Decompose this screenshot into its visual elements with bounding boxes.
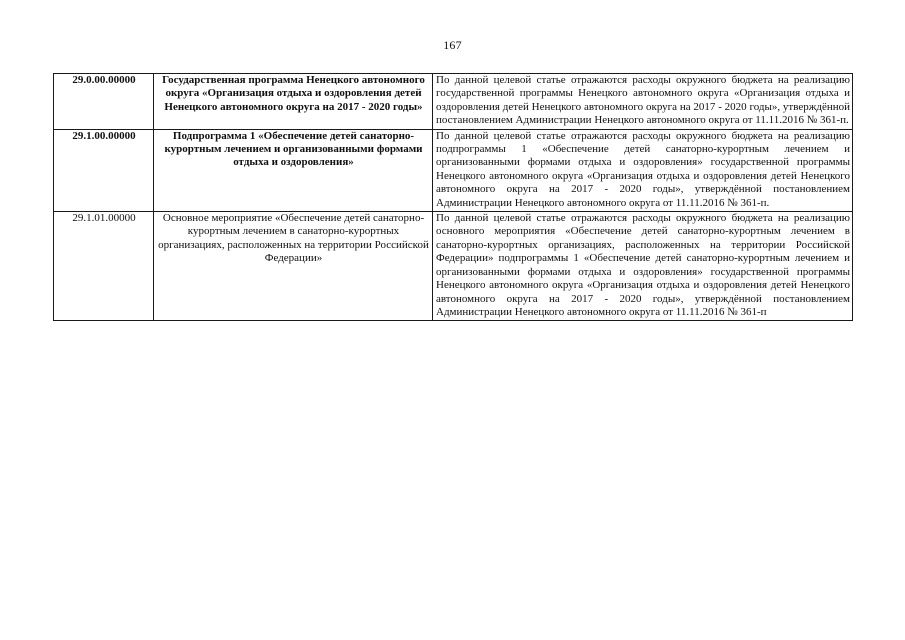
page-number: 167 <box>443 38 462 52</box>
target-article-description: По данной целевой статье отражаются расходы окружного бюджета на реализацию государственной программы Ненецкого автономного округа «Организация отдыха и оздоровления детей Ненецкого автономного округа на 2017 - 2020 годы», утверждённой постановлением Администрации Ненецкого автономного округа от 11.11.2016 № 361-п. <box>433 74 853 130</box>
table-row <box>54 74 853 130</box>
target-article-name: Государственная программа Ненецкого автономного округа «Организация отдыха и оздоровления детей Ненецкого автономного округа на 2017 - 2020 годы» <box>154 74 433 130</box>
target-article-code: 29.1.01.00000 <box>54 212 154 321</box>
table-row <box>54 212 853 321</box>
target-article-description: По данной целевой статье отражаются расходы окружного бюджета на реализацию подпрограммы 1 «Обеспечение детей санаторно-курортным лечением и организованными формами отдыха и оздоровления» государственной программы Ненецкого автономного округа «Организация отдыха и оздоровления детей Ненецкого автономного округа на 2017 - 2020 годы», утверждённой постановлением Администрации Ненецкого автономного округа от 11.11.2016 № 361-п. <box>433 129 853 211</box>
budget-classification-table <box>53 73 853 321</box>
table-row <box>54 129 853 211</box>
target-article-name: Основное мероприятие «Обеспечение детей санаторно-курортным лечением в санаторно-курортных организациях, расположенных на территории Российской Федерации» <box>154 212 433 321</box>
target-article-code: 29.1.00.00000 <box>54 129 154 211</box>
target-article-code: 29.0.00.00000 <box>54 74 154 130</box>
target-article-description: По данной целевой статье отражаются расходы окружного бюджета на реализацию основного мероприятия «Обеспечение детей санаторно-курортным лечением в санаторно-курортных организациях, расположенных на территории Российской Федерации» подпрограммы 1 «Обеспечение детей санаторно-курортным лечением и организованными формами отдыха и оздоровления» государственной программы Ненецкого автономного округа «Организация отдыха и оздоровления детей Ненецкого автономного округа на 2017 - 2020 годы», утверждённой постановлением Администрации Ненецкого автономного округа от 11.11.2016 № 361-п <box>433 212 853 321</box>
target-article-name: Подпрограмма 1 «Обеспечение детей санаторно-курортным лечением и организованными формами отдыха и оздоровления» <box>154 129 433 211</box>
